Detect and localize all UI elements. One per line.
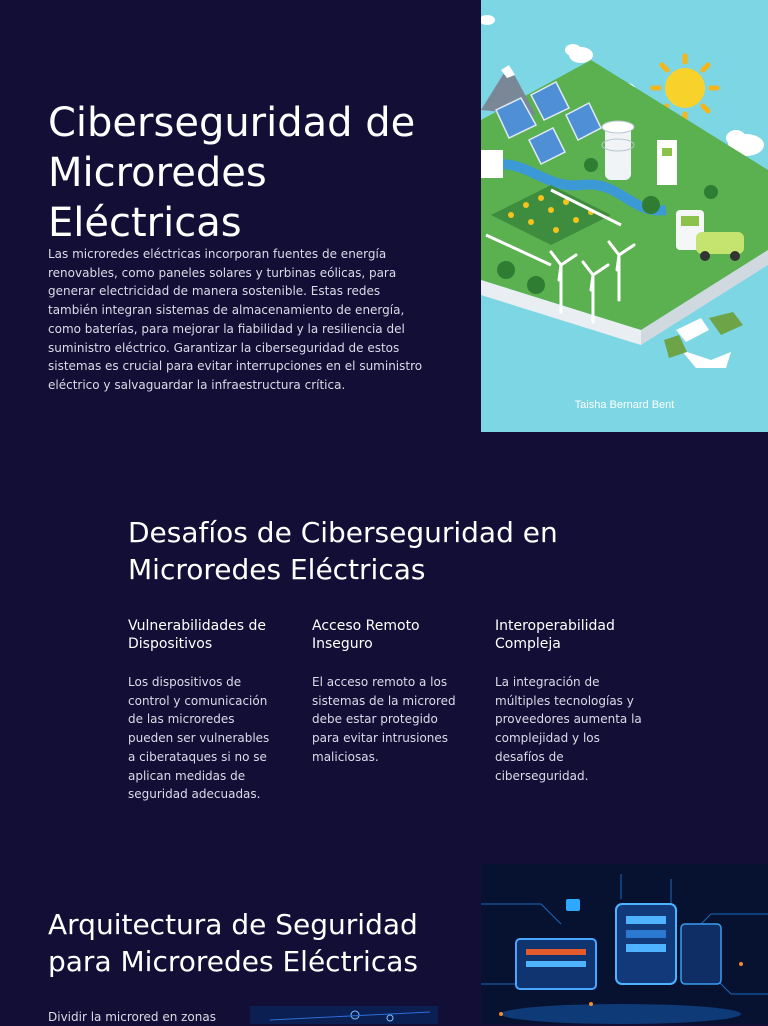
architecture-description: Dividir la microred en zonas (48, 1010, 216, 1024)
challenge-card-interoperability (495, 617, 645, 785)
security-architecture-illustration (481, 864, 768, 1024)
challenge-card-text: La integración de múltiples tecnologías y proveedores aumenta la complejidad y los desafíos de ciberseguridad. (495, 675, 642, 783)
challenge-card-heading: Vulnerabilidades de Dispositivos (128, 618, 266, 652)
architecture-title: Arquitectura de Seguridad para Microredes Eléctricas (48, 908, 418, 978)
challenge-card-heading: Acceso Remoto Inseguro (312, 618, 420, 652)
challenge-card-remote-access (312, 617, 462, 767)
challenge-card-heading: Interoperabilidad Compleja (495, 618, 615, 652)
network-zones-image (250, 1006, 438, 1024)
challenge-card-text: El acceso remoto a los sistemas de la microred debe estar protegido para evitar intrusiones maliciosas. (312, 675, 456, 764)
hero-description: Las microredes eléctricas incorporan fuentes de energía renovables, como paneles solares y turbinas eólicas, para generar electricidad de manera sostenible. Estas redes también integran sistemas de almacenamiento de energía, como baterías, para mejorar la fiabilidad y la resiliencia del suministro eléctrico. Garantizar la ciberseguridad de estos sistemas es crucial para evitar interrupciones en el suministro eléctrico y salvaguardar la infraestructura crítica. (48, 247, 423, 392)
challenge-card-text: Los dispositivos de control y comunicación de las microredes pueden ser vulnerables a ciberataques si no se aplican medidas de seguridad adecuadas. (128, 675, 270, 802)
challenges-title: Desafíos de Ciberseguridad en Microredes Eléctricas (128, 516, 558, 586)
image-credit: Taisha Bernard Bent (574, 399, 675, 411)
hero-title: Ciberseguridad de Microredes Eléctricas (48, 100, 416, 246)
challenge-card-devices (128, 617, 278, 804)
renewable-energy-illustration (481, 0, 768, 432)
